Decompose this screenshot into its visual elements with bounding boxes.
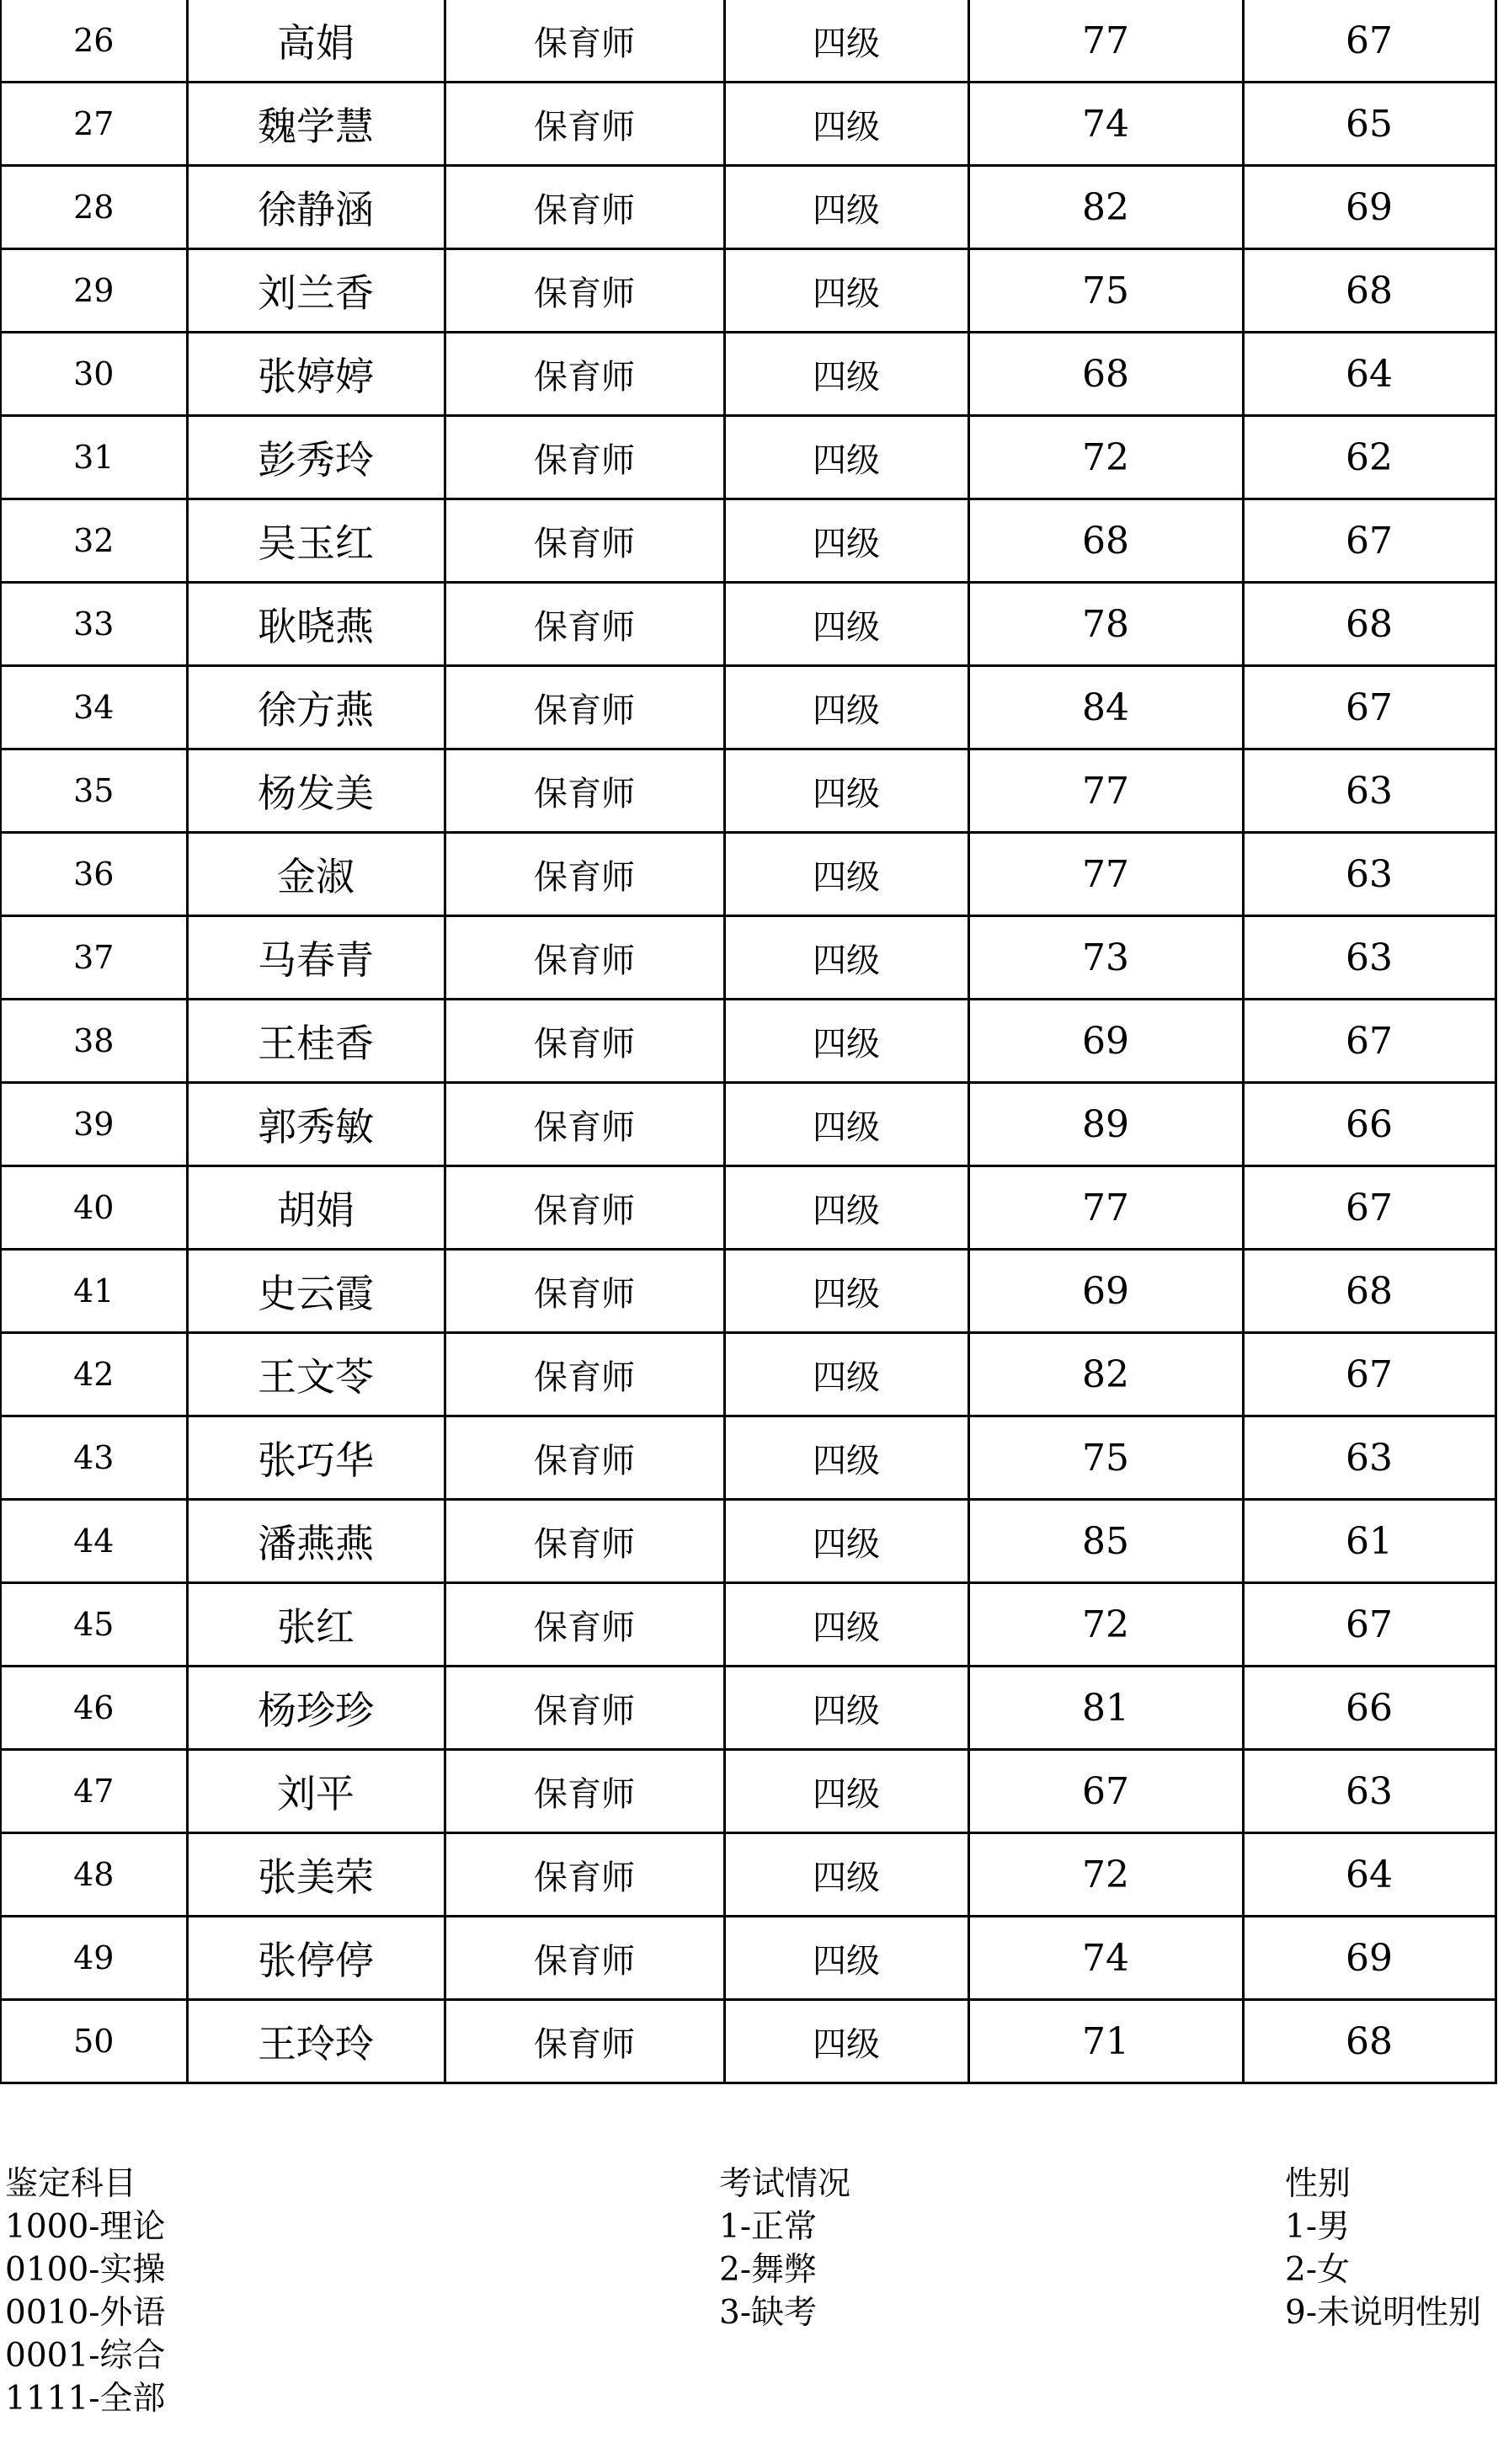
cell-score-practical: 67 — [1243, 1583, 1495, 1667]
table-row — [1, 1000, 1495, 1083]
cell-score-theory: 81 — [968, 1667, 1243, 1750]
legend-subject-item: 0001-综合 — [5, 2337, 166, 2375]
cell-level: 四级 — [724, 1500, 968, 1583]
table-row — [1, 1917, 1495, 2000]
cell-occupation: 保育师 — [445, 416, 724, 499]
table-row — [1, 499, 1495, 583]
cell-name: 刘平 — [187, 1750, 445, 1833]
cell-level: 四级 — [724, 1000, 968, 1083]
table-row — [1, 0, 1495, 83]
legend-subject-item: 0100-实操 — [5, 2251, 166, 2289]
cell-score-theory: 69 — [968, 1000, 1243, 1083]
cell-number: 32 — [1, 499, 187, 583]
cell-name: 张停停 — [187, 1917, 445, 2000]
cell-level: 四级 — [724, 1333, 968, 1416]
cell-level: 四级 — [724, 333, 968, 416]
cell-name: 潘燕燕 — [187, 1500, 445, 1583]
cell-number: 44 — [1, 1500, 187, 1583]
cell-number: 43 — [1, 1416, 187, 1500]
cell-level: 四级 — [724, 499, 968, 583]
cell-name: 徐方燕 — [187, 666, 445, 749]
cell-score-theory: 89 — [968, 1083, 1243, 1166]
cell-level: 四级 — [724, 833, 968, 916]
cell-name: 王桂香 — [187, 1000, 445, 1083]
cell-name: 杨发美 — [187, 749, 445, 833]
cell-name: 耿晓燕 — [187, 583, 445, 666]
cell-number: 50 — [1, 2000, 187, 2083]
cell-score-practical: 67 — [1243, 1000, 1495, 1083]
table-row — [1, 1333, 1495, 1416]
cell-score-practical: 68 — [1243, 249, 1495, 333]
legend-gender-item: 2-女 — [1285, 2251, 1350, 2289]
cell-score-theory: 77 — [968, 833, 1243, 916]
cell-number: 31 — [1, 416, 187, 499]
cell-level: 四级 — [724, 666, 968, 749]
cell-score-practical: 63 — [1243, 1750, 1495, 1833]
legend-subject-item: 1000-理论 — [5, 2208, 166, 2246]
cell-number: 40 — [1, 1166, 187, 1250]
cell-number: 29 — [1, 249, 187, 333]
table-row — [1, 916, 1495, 1000]
cell-number: 28 — [1, 166, 187, 249]
cell-number: 33 — [1, 583, 187, 666]
cell-level: 四级 — [724, 1833, 968, 1917]
table-row — [1, 833, 1495, 916]
table-row — [1, 1667, 1495, 1750]
cell-score-theory: 82 — [968, 1333, 1243, 1416]
cell-score-theory: 75 — [968, 1416, 1243, 1500]
cell-occupation: 保育师 — [445, 1917, 724, 2000]
cell-name: 金淑 — [187, 833, 445, 916]
cell-level: 四级 — [724, 1416, 968, 1500]
cell-name: 张美荣 — [187, 1833, 445, 1917]
table-row — [1, 749, 1495, 833]
cell-level: 四级 — [724, 1917, 968, 2000]
cell-occupation: 保育师 — [445, 1166, 724, 1250]
cell-occupation: 保育师 — [445, 1000, 724, 1083]
cell-occupation: 保育师 — [445, 666, 724, 749]
cell-name: 史云霞 — [187, 1250, 445, 1333]
cell-occupation: 保育师 — [445, 0, 724, 83]
cell-number: 35 — [1, 749, 187, 833]
cell-score-theory: 72 — [968, 1583, 1243, 1667]
table-row — [1, 666, 1495, 749]
cell-score-practical: 62 — [1243, 416, 1495, 499]
table-row — [1, 1833, 1495, 1917]
cell-score-practical: 69 — [1243, 166, 1495, 249]
cell-name: 杨珍珍 — [187, 1667, 445, 1750]
cell-name: 马春青 — [187, 916, 445, 1000]
cell-number: 37 — [1, 916, 187, 1000]
cell-level: 四级 — [724, 583, 968, 666]
cell-occupation: 保育师 — [445, 1833, 724, 1917]
cell-occupation: 保育师 — [445, 83, 724, 166]
cell-occupation: 保育师 — [445, 583, 724, 666]
cell-score-theory: 74 — [968, 1917, 1243, 2000]
cell-score-theory: 77 — [968, 0, 1243, 83]
cell-occupation: 保育师 — [445, 1667, 724, 1750]
cell-number: 48 — [1, 1833, 187, 1917]
cell-name: 刘兰香 — [187, 249, 445, 333]
cell-score-practical: 64 — [1243, 333, 1495, 416]
cell-level: 四级 — [724, 1750, 968, 1833]
cell-name: 高娟 — [187, 0, 445, 83]
legend-exam-status-item: 3-缺考 — [719, 2294, 817, 2332]
legend-gender — [1285, 2163, 1481, 2334]
cell-score-practical: 66 — [1243, 1083, 1495, 1166]
legend-exam-status-item: 2-舞弊 — [719, 2251, 817, 2289]
legend-gender-item: 1-男 — [1285, 2208, 1350, 2246]
cell-occupation: 保育师 — [445, 1333, 724, 1416]
cell-score-practical: 63 — [1243, 833, 1495, 916]
cell-level: 四级 — [724, 916, 968, 1000]
table-row — [1, 1416, 1495, 1500]
cell-score-theory: 68 — [968, 333, 1243, 416]
cell-score-theory: 72 — [968, 416, 1243, 499]
cell-score-theory: 68 — [968, 499, 1243, 583]
cell-score-practical: 64 — [1243, 1833, 1495, 1917]
cell-occupation: 保育师 — [445, 1416, 724, 1500]
cell-score-practical: 68 — [1243, 2000, 1495, 2083]
cell-score-theory: 84 — [968, 666, 1243, 749]
cell-score-practical: 66 — [1243, 1667, 1495, 1750]
table-row — [1, 416, 1495, 499]
cell-number: 36 — [1, 833, 187, 916]
cell-level: 四级 — [724, 1250, 968, 1333]
cell-score-practical: 67 — [1243, 499, 1495, 583]
cell-number: 38 — [1, 1000, 187, 1083]
cell-number: 41 — [1, 1250, 187, 1333]
cell-occupation: 保育师 — [445, 1083, 724, 1166]
legend-exam-status-item: 1-正常 — [719, 2208, 817, 2246]
table-row — [1, 333, 1495, 416]
cell-level: 四级 — [724, 1083, 968, 1166]
table-row — [1, 2000, 1495, 2083]
cell-level: 四级 — [724, 249, 968, 333]
legend-gender-item: 9-未说明性别 — [1285, 2294, 1481, 2332]
cell-occupation: 保育师 — [445, 1750, 724, 1833]
cell-name: 张婷婷 — [187, 333, 445, 416]
table-row — [1, 1500, 1495, 1583]
cell-level: 四级 — [724, 1166, 968, 1250]
cell-score-theory: 72 — [968, 1833, 1243, 1917]
cell-level: 四级 — [724, 416, 968, 499]
cell-score-theory: 77 — [968, 749, 1243, 833]
cell-occupation: 保育师 — [445, 2000, 724, 2083]
cell-score-practical: 63 — [1243, 1416, 1495, 1500]
cell-name: 郭秀敏 — [187, 1083, 445, 1166]
cell-name: 王文苓 — [187, 1333, 445, 1416]
cell-score-theory: 71 — [968, 2000, 1243, 2083]
cell-number: 26 — [1, 0, 187, 83]
cell-number: 42 — [1, 1333, 187, 1416]
legend-exam-status — [719, 2163, 850, 2334]
table-row — [1, 1083, 1495, 1166]
cell-name: 张红 — [187, 1583, 445, 1667]
cell-score-practical: 63 — [1243, 749, 1495, 833]
cell-occupation: 保育师 — [445, 166, 724, 249]
table-row — [1, 583, 1495, 666]
cell-number: 45 — [1, 1583, 187, 1667]
legend — [0, 2163, 1498, 2464]
legend-subject-title: 鉴定科目 — [5, 2165, 137, 2203]
cell-occupation: 保育师 — [445, 249, 724, 333]
cell-name: 吴玉红 — [187, 499, 445, 583]
cell-number: 46 — [1, 1667, 187, 1750]
cell-number: 39 — [1, 1083, 187, 1166]
cell-score-practical: 67 — [1243, 666, 1495, 749]
cell-score-theory: 77 — [968, 1166, 1243, 1250]
cell-level: 四级 — [724, 166, 968, 249]
cell-score-theory: 73 — [968, 916, 1243, 1000]
cell-name: 魏学慧 — [187, 83, 445, 166]
cell-number: 30 — [1, 333, 187, 416]
cell-level: 四级 — [724, 83, 968, 166]
legend-subject-item: 1111-全部 — [5, 2380, 166, 2418]
table-row — [1, 1750, 1495, 1833]
legend-exam-status-title: 考试情况 — [719, 2165, 851, 2203]
table-row — [1, 1583, 1495, 1667]
cell-name: 徐静涵 — [187, 166, 445, 249]
cell-score-practical: 67 — [1243, 1166, 1495, 1250]
cell-number: 49 — [1, 1917, 187, 2000]
cell-score-practical: 68 — [1243, 1250, 1495, 1333]
cell-number: 27 — [1, 83, 187, 166]
cell-name: 彭秀玲 — [187, 416, 445, 499]
cell-number: 34 — [1, 666, 187, 749]
cell-score-theory: 69 — [968, 1250, 1243, 1333]
table-row — [1, 249, 1495, 333]
score-table-body — [1, 0, 1495, 2083]
cell-occupation: 保育师 — [445, 916, 724, 1000]
cell-score-practical: 65 — [1243, 83, 1495, 166]
cell-occupation: 保育师 — [445, 1250, 724, 1333]
cell-occupation: 保育师 — [445, 1583, 724, 1667]
legend-subject — [5, 2163, 165, 2420]
cell-score-practical: 63 — [1243, 916, 1495, 1000]
table-row — [1, 83, 1495, 166]
cell-occupation: 保育师 — [445, 749, 724, 833]
table-row — [1, 1250, 1495, 1333]
cell-score-theory: 82 — [968, 166, 1243, 249]
cell-number: 47 — [1, 1750, 187, 1833]
cell-score-theory: 74 — [968, 83, 1243, 166]
cell-score-theory: 67 — [968, 1750, 1243, 1833]
cell-name: 张巧华 — [187, 1416, 445, 1500]
cell-level: 四级 — [724, 1583, 968, 1667]
cell-occupation: 保育师 — [445, 1500, 724, 1583]
cell-name: 胡娟 — [187, 1166, 445, 1250]
cell-score-theory: 75 — [968, 249, 1243, 333]
cell-score-practical: 67 — [1243, 0, 1495, 83]
cell-score-practical: 69 — [1243, 1917, 1495, 2000]
cell-score-practical: 68 — [1243, 583, 1495, 666]
cell-level: 四级 — [724, 1667, 968, 1750]
cell-level: 四级 — [724, 0, 968, 83]
cell-occupation: 保育师 — [445, 833, 724, 916]
cell-level: 四级 — [724, 749, 968, 833]
cell-score-practical: 67 — [1243, 1333, 1495, 1416]
legend-subject-item: 0010-外语 — [5, 2294, 166, 2332]
cell-occupation: 保育师 — [445, 333, 724, 416]
table-row — [1, 1166, 1495, 1250]
cell-level: 四级 — [724, 2000, 968, 2083]
cell-name: 王玲玲 — [187, 2000, 445, 2083]
cell-score-theory: 78 — [968, 583, 1243, 666]
cell-occupation: 保育师 — [445, 499, 724, 583]
cell-score-theory: 85 — [968, 1500, 1243, 1583]
table-row — [1, 166, 1495, 249]
cell-score-practical: 61 — [1243, 1500, 1495, 1583]
legend-gender-title: 性别 — [1285, 2165, 1351, 2203]
